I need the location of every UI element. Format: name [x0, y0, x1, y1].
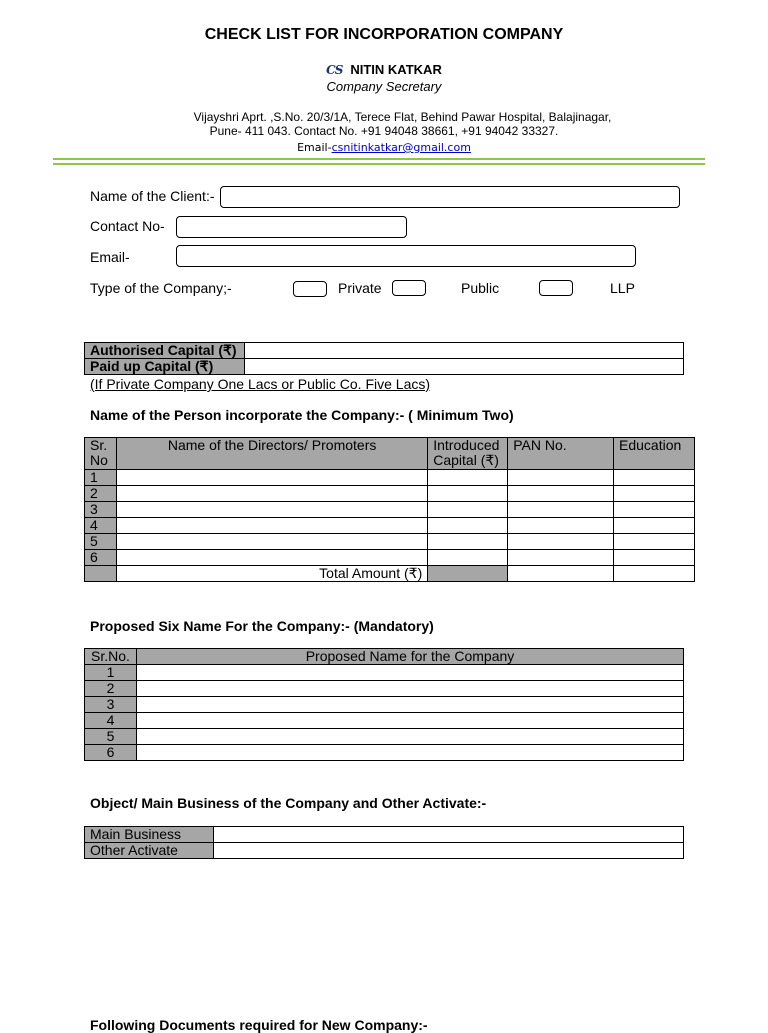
- row-number: 6: [85, 745, 137, 761]
- capital-cell[interactable]: [428, 470, 508, 486]
- capital-cell[interactable]: [428, 502, 508, 518]
- private-option-label: Private: [338, 280, 382, 296]
- row-number: 4: [85, 713, 137, 729]
- director-name-cell[interactable]: [116, 550, 427, 566]
- table-row: [85, 502, 695, 518]
- table-row: [85, 518, 695, 534]
- proposed-name-cell[interactable]: [137, 681, 684, 697]
- directors-header-row: [85, 438, 695, 470]
- email-prefix: Email-: [297, 141, 332, 154]
- proposed-name-cell[interactable]: [137, 729, 684, 745]
- llp-option-label: LLP: [610, 280, 635, 296]
- row-number: 3: [85, 502, 117, 518]
- row-number: 5: [85, 534, 117, 550]
- email-line: [0, 140, 768, 154]
- business-table: [84, 826, 684, 859]
- pan-cell[interactable]: [508, 534, 614, 550]
- total-spacer: [85, 566, 117, 582]
- col-proposed-name: Proposed Name for the Company: [137, 649, 684, 665]
- page-title: CHECK LIST FOR INCORPORATION COMPANY: [204, 26, 564, 43]
- education-cell[interactable]: [614, 550, 695, 566]
- col-introduced-capital: Introduced Capital (₹): [428, 438, 508, 470]
- director-name-cell[interactable]: [116, 502, 427, 518]
- table-row: [85, 534, 695, 550]
- pan-cell[interactable]: [508, 518, 614, 534]
- proposed-name-cell[interactable]: [137, 665, 684, 681]
- main-business-label: Main Business: [85, 827, 214, 843]
- capital-cell[interactable]: [428, 534, 508, 550]
- cs-header: [0, 62, 768, 77]
- client-name-label: Name of the Client:-: [90, 188, 215, 204]
- director-name-cell[interactable]: [116, 470, 427, 486]
- authorised-capital-value[interactable]: [245, 343, 684, 359]
- director-name-cell[interactable]: [116, 534, 427, 550]
- directors-heading: Name of the Person incorporate the Company:- ( Minimum Two): [90, 407, 514, 423]
- email-label: Email-: [90, 249, 130, 265]
- col-sr-no: Sr.No.: [85, 649, 137, 665]
- header-divider-2: [53, 163, 705, 165]
- education-cell[interactable]: [614, 486, 695, 502]
- main-business-value[interactable]: [214, 827, 684, 843]
- pan-cell[interactable]: [508, 486, 614, 502]
- row-number: 5: [85, 729, 137, 745]
- address-line-1: Vijayshri Aprt. ,S.No. 20/3/1A, Terece Flat, Behind Pawar Hospital, Balajinagar,: [193, 110, 612, 124]
- row-number: 2: [85, 681, 137, 697]
- public-checkbox[interactable]: [392, 280, 426, 296]
- private-checkbox[interactable]: [293, 281, 327, 297]
- table-row: [85, 681, 684, 697]
- capital-note: (If Private Company One Lacs or Public Co. Five Lacs): [90, 376, 431, 392]
- other-activate-label: Other Activate: [85, 843, 214, 859]
- total-amount-label: Total Amount (₹): [116, 566, 427, 582]
- col-education: Education: [614, 438, 695, 470]
- contact-field[interactable]: [176, 216, 407, 238]
- contact-label: Contact No-: [90, 218, 165, 234]
- company-type-label: Type of the Company;-: [90, 280, 232, 296]
- total-amount-value[interactable]: [428, 566, 508, 582]
- capital-cell[interactable]: [428, 518, 508, 534]
- client-name-field[interactable]: [220, 186, 680, 208]
- col-director-name: Name of the Directors/ Promoters: [116, 438, 427, 470]
- capital-cell[interactable]: [428, 486, 508, 502]
- proposed-names-table: [84, 648, 684, 761]
- col-sr-no: Sr. No: [85, 438, 117, 470]
- row-number: 1: [85, 470, 117, 486]
- col-pan-no: PAN No.: [508, 438, 614, 470]
- secretary-name: NITIN KATKAR: [350, 62, 442, 77]
- header-divider: [53, 158, 705, 160]
- secretary-role: Company Secretary: [326, 79, 442, 94]
- business-heading: Object/ Main Business of the Company and Other Activate:-: [90, 795, 487, 811]
- total-edu-cell: [614, 566, 695, 582]
- email-link[interactable]: csnitinkatkar@gmail.com: [331, 141, 471, 154]
- table-row: [85, 729, 684, 745]
- table-row: [85, 470, 695, 486]
- proposed-name-cell[interactable]: [137, 745, 684, 761]
- table-row: [85, 713, 684, 729]
- proposed-name-cell[interactable]: [137, 697, 684, 713]
- row-number: 4: [85, 518, 117, 534]
- education-cell[interactable]: [614, 518, 695, 534]
- education-cell[interactable]: [614, 534, 695, 550]
- authorised-capital-label: Authorised Capital (₹): [85, 343, 245, 359]
- documents-heading: Following Documents required for New Company:-: [90, 1017, 428, 1033]
- paidup-capital-label: Paid up Capital (₹): [85, 359, 245, 375]
- director-name-cell[interactable]: [116, 486, 427, 502]
- table-row: [85, 665, 684, 681]
- capital-cell[interactable]: [428, 550, 508, 566]
- proposed-name-cell[interactable]: [137, 713, 684, 729]
- row-number: 3: [85, 697, 137, 713]
- capital-table: [84, 342, 684, 375]
- education-cell[interactable]: [614, 470, 695, 486]
- pan-cell[interactable]: [508, 550, 614, 566]
- pan-cell[interactable]: [508, 470, 614, 486]
- row-number: 2: [85, 486, 117, 502]
- llp-checkbox[interactable]: [539, 280, 573, 296]
- public-option-label: Public: [461, 280, 500, 296]
- paidup-capital-value[interactable]: [245, 359, 684, 375]
- row-number: 1: [85, 665, 137, 681]
- cs-logo-icon: CS: [326, 63, 343, 77]
- table-row: [85, 486, 695, 502]
- proposed-header-row: [85, 649, 684, 665]
- directors-table: [84, 437, 695, 582]
- table-row: [85, 550, 695, 566]
- table-row: [85, 745, 684, 761]
- education-cell[interactable]: [614, 502, 695, 518]
- email-field[interactable]: [176, 245, 636, 267]
- table-row: [85, 697, 684, 713]
- pan-cell[interactable]: [508, 502, 614, 518]
- total-row: [85, 566, 695, 582]
- total-pan-cell: [508, 566, 614, 582]
- director-name-cell[interactable]: [116, 518, 427, 534]
- row-number: 6: [85, 550, 117, 566]
- other-activate-value[interactable]: [214, 843, 684, 859]
- address-line-2: Pune- 411 043. Contact No. +91 94048 38661, +91 94042 33327.: [209, 124, 559, 138]
- proposed-names-heading: Proposed Six Name For the Company:- (Mandatory): [90, 618, 434, 634]
